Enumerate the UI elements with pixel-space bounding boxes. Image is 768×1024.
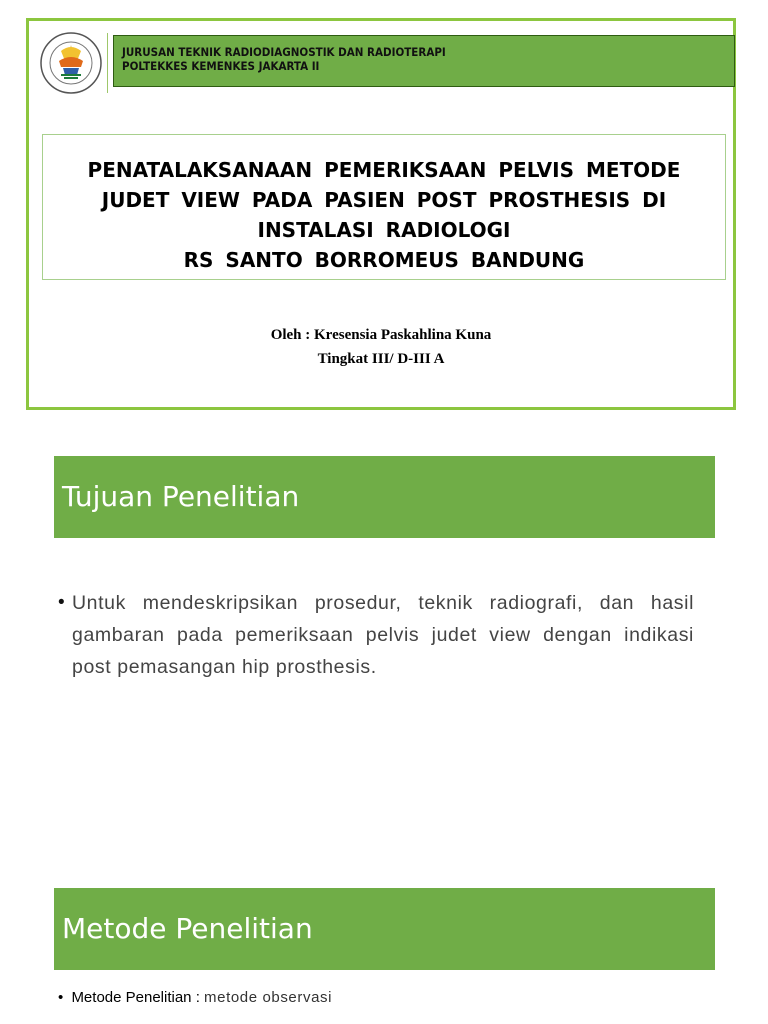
institution-line-1: JURUSAN TEKNIK RADIODIAGNOSTIK DAN RADIOTERAPI: [122, 45, 446, 59]
metode-bullet: [58, 986, 698, 1010]
title-line-4: RS SANTO BORROMEUS BANDUNG: [183, 248, 585, 272]
author-block: [29, 323, 733, 371]
bullet-icon: •: [58, 989, 64, 1006]
title-line-2: JUDET VIEW PADA PASIEN POST PROSTHESIS DI: [101, 188, 667, 212]
bullet-icon: •: [58, 592, 66, 613]
cropped-next-bullet: [58, 1012, 698, 1024]
author-name: Oleh : Kresensia Paskahlina Kuna: [270, 327, 492, 343]
metode-label: Metode Penelitian: [71, 989, 192, 1006]
metode-value: metode observasi: [204, 989, 333, 1006]
institution-header: [113, 35, 735, 87]
header-divider: [107, 33, 108, 93]
tujuan-text: Untuk mendeskripsikan prosedur, teknik radiografi, dan hasil gambaran pada pemeriksaan pelvis judet view dengan indikasi post pemasangan hip prosthesis.: [72, 592, 694, 678]
poltekkes-logo-icon: [39, 31, 103, 95]
title-slide: [26, 18, 736, 410]
title-box: [42, 134, 726, 280]
title-line-1: PENATALAKSANAAN PEMERIKSAAN PELVIS METODE: [87, 158, 681, 182]
section-heading-tujuan: Tujuan Penelitian: [54, 456, 715, 538]
metode-separator: :: [195, 989, 200, 1006]
tujuan-bullet: [58, 587, 694, 683]
title-line-3: INSTALASI RADIOLOGI: [257, 218, 511, 242]
author-class: Tingkat III/ D-III A: [317, 351, 445, 367]
institution-line-2: POLTEKKES KEMENKES JAKARTA II: [122, 59, 320, 73]
section-heading-metode: Metode Penelitian: [54, 888, 715, 970]
